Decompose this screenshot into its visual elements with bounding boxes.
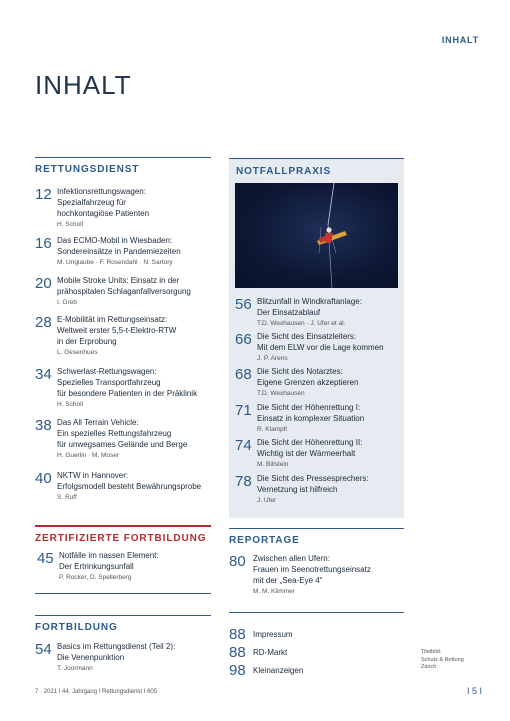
toc-entry[interactable]: [235, 473, 403, 508]
page-number: 56: [235, 296, 252, 313]
cover-caption: Titelbild: Schutz & Rettung Zürich: [421, 649, 464, 670]
entry-title: Blitzunfall in Windkraftanlage: Der Einsatzablauf: [257, 297, 362, 317]
entry-title: Die Sicht des Notarztes: Eigene Grenzen akzeptieren: [257, 367, 359, 387]
page-number: 74: [235, 437, 252, 454]
entry-author: H. Scholl: [57, 221, 84, 228]
footer-issue-info: 7 · 2021 I 44. Jahrgang I Rettungsdienst I 605: [35, 689, 158, 695]
entry-title: Die Sicht des Einsatzleiters: Mit dem ELW vor die Lage kommen: [257, 332, 384, 352]
page-number: 88: [229, 643, 246, 661]
page-number: 66: [235, 331, 252, 348]
misc-entries: [229, 625, 404, 679]
toc-entry[interactable]: [35, 641, 211, 674]
toc-entry[interactable]: [35, 235, 211, 275]
entry-title: Impressum: [253, 629, 293, 639]
page-number: 34: [35, 366, 52, 383]
toc-entry[interactable]: [229, 661, 404, 679]
page-number: 12: [35, 186, 52, 203]
entry-title: NKTW in Hannover: Erfolgsmodell besteht Bewährungsprobe: [57, 471, 202, 491]
toc-entry[interactable]: [35, 366, 211, 417]
page-number: 68: [235, 366, 252, 383]
page-number: 45: [37, 550, 54, 567]
page-number: 40: [35, 470, 52, 487]
entry-author: T. Joormann: [57, 665, 93, 672]
page-number: 54: [35, 641, 52, 658]
entry-title: Kleinanzeigen: [253, 665, 304, 675]
page-number: 38: [35, 417, 52, 434]
page-number-footer: I 5 I: [466, 686, 482, 696]
entry-title: Notfälle im nassen Element: Der Ertrinkungsunfall: [59, 551, 159, 571]
entry-author: M. M. Klimmer: [253, 588, 295, 595]
cover-photo: [235, 183, 398, 288]
section-heading: REPORTAGE: [229, 535, 300, 546]
toc-entry[interactable]: [229, 643, 404, 661]
entry-title: Infektionsrettungswagen: Spezialfahrzeug für hochkontagiöse Patienten: [57, 187, 150, 218]
entry-title: Die Sicht des Pressesprechers: Vernetzung ist hilfreich: [257, 474, 369, 494]
toc-entry[interactable]: [35, 186, 211, 235]
toc-entry[interactable]: [235, 437, 403, 473]
page-number: 28: [35, 314, 52, 331]
entry-author: M. Billstein: [257, 461, 289, 468]
section-heading: FORTBILDUNG: [35, 622, 118, 633]
entry-title: Schwerlast-Rettungswagen: Spezielles Transportfahrzeug für besondere Patienten in der Präklinik: [57, 367, 198, 398]
toc-entry[interactable]: [35, 417, 211, 470]
page-title: INHALT: [35, 70, 132, 100]
entry-title: Die Sicht der Höhenrettung II: Wichtig ist der Wärmeerhalt: [257, 438, 363, 458]
entry-title: Basics im Rettungsdienst (Teil 2): Die Venenpunktion: [57, 642, 176, 662]
toc-entry[interactable]: [35, 275, 211, 314]
page-number: 20: [35, 275, 52, 292]
entry-author: H. Scholl: [57, 401, 84, 408]
entry-title: Die Sicht der Höhenrettung I: Einsatz in komplexer Situation: [257, 403, 365, 423]
notfallpraxis-entries: [235, 296, 403, 508]
entry-author: M. Unglaube · F. Rosendahl · N. Sartory: [57, 259, 173, 266]
section-heading: NOTFALLPRAXIS: [236, 166, 332, 177]
notfallpraxis-section: [236, 160, 401, 177]
entry-title: Das ECMO-Mobil in Wiesbaden: Sondereinsätze in Pandemiezeiten: [57, 236, 181, 256]
toc-entry[interactable]: [229, 625, 404, 643]
page-number: 98: [229, 661, 246, 679]
rettungsdienst-section: [35, 157, 211, 175]
toc-entry[interactable]: [235, 402, 403, 437]
entry-title: Zwischen allen Ufern: Frauen im Seenotrettungseinsatz mit der „Sea-Eye 4“: [253, 554, 371, 585]
page-number: 71: [235, 402, 252, 419]
toc-entry[interactable]: [35, 314, 211, 366]
toc-entry[interactable]: [35, 470, 211, 510]
toc-entry[interactable]: [229, 553, 404, 597]
page-number: 80: [229, 553, 246, 570]
reportage-section: [229, 528, 404, 546]
entry-title: RD-Markt: [253, 647, 288, 657]
zertifizierte-bottom-rule: [35, 593, 211, 594]
entry-author: S. Ruff: [57, 494, 77, 501]
toc-entry[interactable]: [235, 331, 403, 366]
toc-entry[interactable]: [235, 366, 403, 402]
entry-author: J. Ufer: [257, 497, 277, 504]
entry-author: I. Greb: [57, 299, 77, 306]
fortbildung-section: [35, 615, 211, 633]
entry-author: J. P. Arens: [257, 355, 288, 362]
toc-entry[interactable]: [37, 550, 211, 583]
zertifizierte-entries: [37, 550, 211, 583]
page-number: 88: [229, 625, 246, 643]
section-heading: RETTUNGSDIENST: [35, 164, 140, 175]
section-heading: ZERTIFIZIERTE FORTBILDUNG: [35, 533, 207, 544]
rescue-photo-illustration: [235, 183, 398, 288]
entry-title: E-Mobilität im Rettungseinsatz: Weltweit erster 5,5-t-Elektro-RTW in der Erprobung: [57, 315, 177, 346]
entry-author: L. Gesenhues: [57, 349, 98, 356]
rettungsdienst-entries: [35, 186, 211, 510]
toc-entry[interactable]: [235, 296, 403, 331]
entry-author: R. Klampfl: [257, 426, 287, 433]
entry-author: T.D. Wexhausen · J. Ufer et al.: [257, 320, 346, 327]
entry-author: H. Guerlin · M. Moser: [57, 452, 120, 459]
fortbildung-entries: [35, 641, 211, 674]
entry-author: P. Rocker, D. Spellerberg: [59, 574, 132, 581]
entry-title: Das All Terrain Vehicle: Ein spezielles Rettungsfahrzeug für unwegsames Gelände und Berge: [57, 418, 188, 449]
entry-author: T.D. Wexhausen: [257, 390, 305, 397]
reportage-entries: [229, 553, 404, 597]
top-section-tag: INHALT: [441, 35, 479, 45]
reportage-bottom-rule: [229, 612, 404, 613]
entry-title: Mobile Stroke Units: Einsatz in der prähospitalen Schlaganfallversorgung: [57, 276, 191, 296]
page-number: 78: [235, 473, 252, 490]
page-number: 16: [35, 235, 52, 252]
zertifizierte-section: [35, 525, 211, 544]
